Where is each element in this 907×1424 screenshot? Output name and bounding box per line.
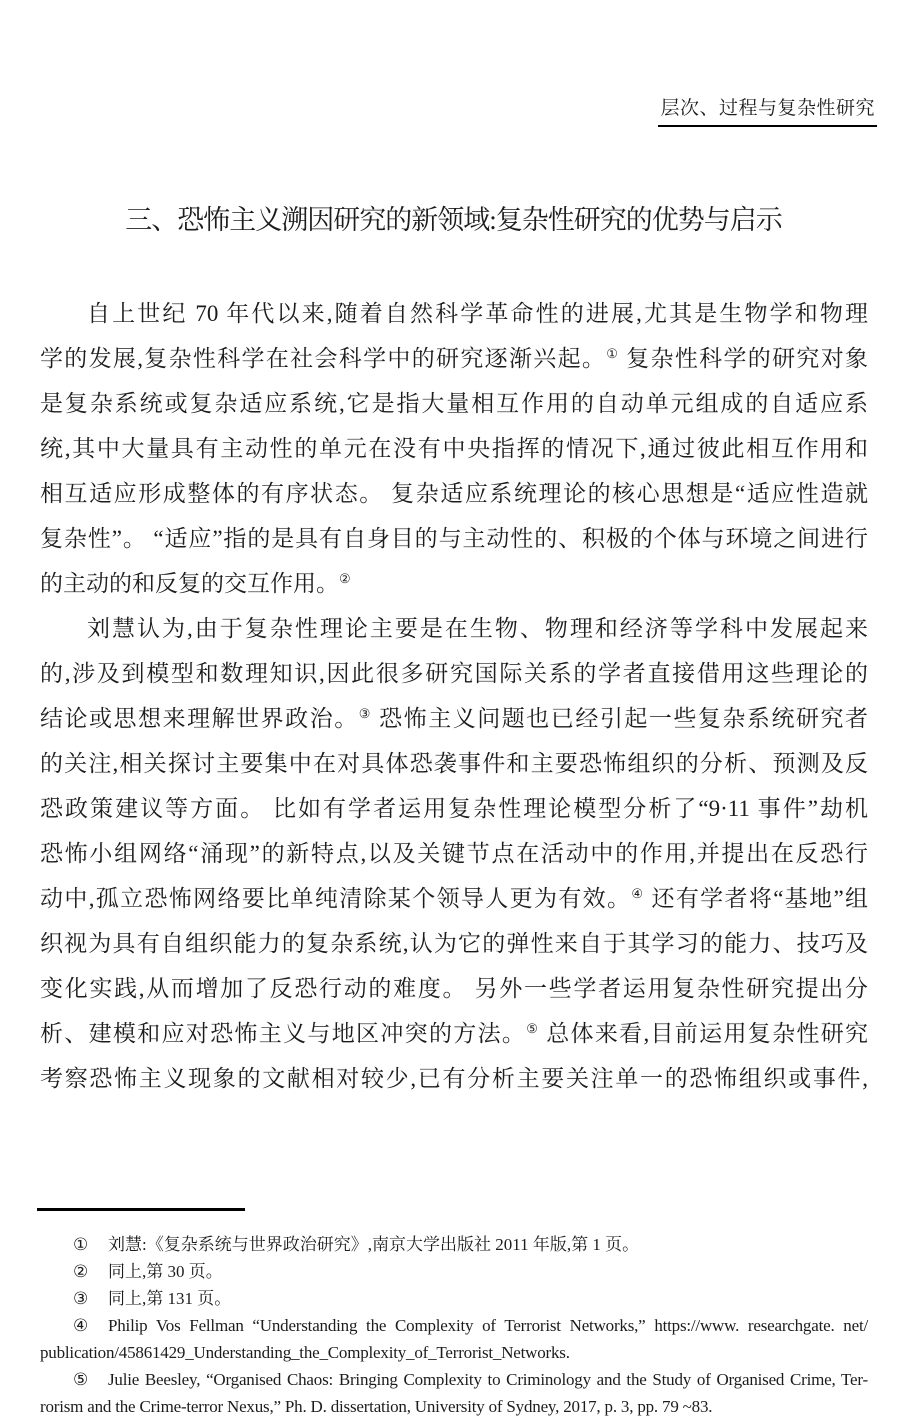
body-line: 动中,孤立恐怖网络要比单纯清除某个领导人更为有效。④ 还有学者将“基地”组: [40, 886, 869, 911]
footnote-marker: ④: [73, 1316, 89, 1335]
footnote-text: 同上,第 131 页。: [108, 1289, 232, 1308]
body-line: 的关注,相关探讨主要集中在对具体恐袭事件和主要恐怖组织的分析、预测及反: [40, 751, 868, 776]
running-header-text: 层次、过程与复杂性研究: [660, 98, 875, 119]
section-title: 三、恐怖主义溯因研究的新领域:复杂性研究的优势与启示: [125, 205, 782, 235]
body-line: 恐怖小组网络“涌现”的新特点,以及关键节点在活动中的作用,并提出在反恐行: [40, 841, 868, 866]
footnote-marker: ①: [73, 1235, 89, 1254]
paragraph-2: [40, 606, 868, 1101]
footnote-marker: ⑤: [73, 1370, 89, 1389]
body-line: 是复杂系统或复杂适应系统,它是指大量相互作用的自动单元组成的自适应系: [40, 391, 868, 416]
footnote-text: 刘慧:《复杂系统与世界政治研究》,南京大学出版社 2011 年版,第 1 页。: [108, 1235, 640, 1254]
footnote-text: rorism and the Crime-terror Nexus,” Ph. D. dissertation, University of Sydney, 2017, p. 3, pp. 79 ~83.: [40, 1397, 713, 1416]
body-line: 恐政策建议等方面。 比如有学者运用复杂性理论模型分析了“9·11 事件”劫机: [40, 796, 868, 821]
footnote-text: Julie Beesley, “Organised Chaos: Bringing Complexity to Criminology and the Study of Organised Crime, Ter-: [108, 1370, 868, 1389]
body-line: 的,涉及到模型和数理知识,因此很多研究国际关系的学者直接借用这些理论的: [40, 661, 868, 686]
footnotes-section: [40, 1205, 868, 1420]
footnote-line: [40, 1312, 868, 1339]
paragraph-1: [40, 291, 868, 606]
footnote-marker: ③: [73, 1289, 89, 1308]
body-line: 结论或思想来理解世界政治。③ 恐怖主义问题也已经引起一些复杂系统研究者: [40, 706, 869, 731]
body-text: [40, 291, 868, 1101]
body-line: 学的发展,复杂性科学在社会科学中的研究逐渐兴起。① 复杂性科学的研究对象: [40, 346, 869, 371]
body-line: 刘慧认为,由于复杂性理论主要是在生物、物理和经济等学科中发展起来: [87, 616, 868, 641]
body-line: 考察恐怖主义现象的文献相对较少,已有分析主要关注单一的恐怖组织或事件,: [40, 1066, 868, 1091]
footnote-line: [40, 1285, 868, 1312]
body-line: 变化实践,从而增加了反恐行动的难度。 另外一些学者运用复杂性研究提出分: [40, 976, 868, 1001]
footnote-text: Philip Vos Fellman “Understanding the Complexity of Terrorist Networks,” https://www. researchgate. net/: [108, 1316, 868, 1335]
body-line: 织视为具有自组织能力的复杂系统,认为它的弹性来自于其学习的能力、技巧及: [40, 931, 868, 956]
footnote-divider: [37, 1208, 245, 1211]
footnote-text: publication/45861429_Understanding_the_Complexity_of_Terrorist_Networks.: [40, 1343, 570, 1362]
running-header: [658, 97, 877, 127]
footnote-line: [40, 1366, 868, 1393]
body-line: 析、建模和应对恐怖主义与地区冲突的方法。⑤ 总体来看,目前运用复杂性研究: [40, 1021, 869, 1046]
body-line: 复杂性”。 “适应”指的是具有自身目的与主动性的、积极的个体与环境之间进行: [40, 526, 868, 551]
footnote-text: 同上,第 30 页。: [108, 1262, 223, 1281]
footnote-marker: ②: [73, 1262, 89, 1281]
footnote-line: [40, 1231, 868, 1258]
footnote-line: [40, 1393, 868, 1420]
body-line: 的主动的和反复的交互作用。②: [40, 571, 351, 596]
footnote-line: [40, 1339, 868, 1366]
body-line: 自上世纪 70 年代以来,随着自然科学革命性的进展,尤其是生物学和物理: [87, 301, 868, 326]
body-line: 相互适应形成整体的有序状态。 复杂适应系统理论的核心思想是“适应性造就: [40, 481, 868, 506]
footnote-line: [40, 1258, 868, 1285]
body-line: 统,其中大量具有主动性的单元在没有中央指挥的情况下,通过彼此相互作用和: [40, 436, 868, 461]
